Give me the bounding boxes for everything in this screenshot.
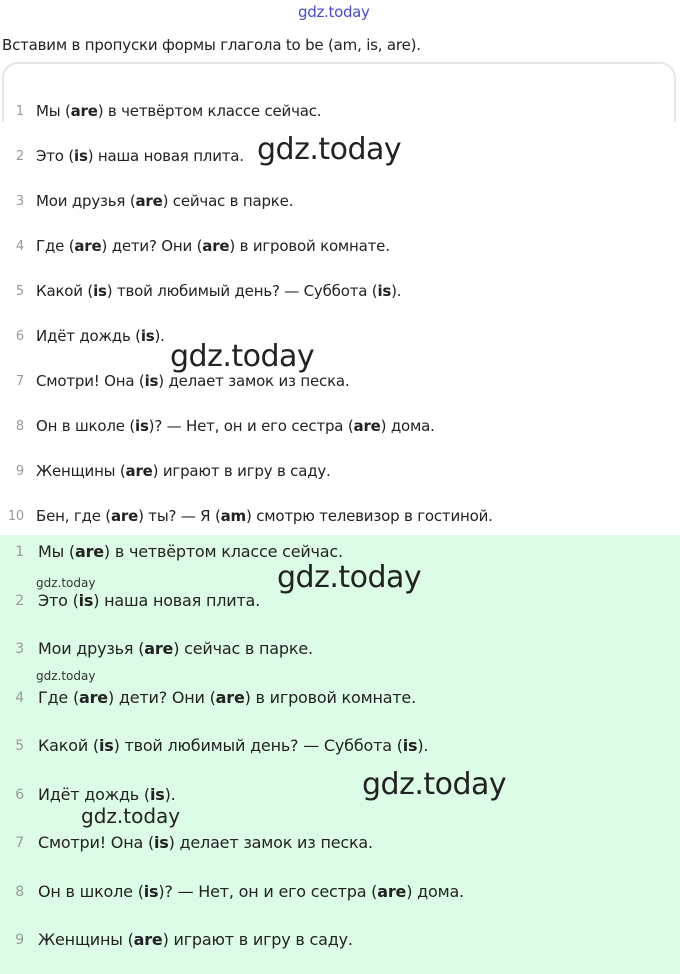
list-item xyxy=(0,882,680,908)
sentence-fragment: ) дома. xyxy=(380,417,435,435)
verb-answer: are xyxy=(133,930,163,949)
list-item xyxy=(0,417,680,443)
sentence-fragment: ) дети? Они ( xyxy=(101,237,203,255)
sentence-fragment: ) наша новая плита. xyxy=(93,590,261,610)
sentence-fragment: ) смотрю телевизор в гостиной. xyxy=(245,507,493,525)
sentence-fragment: ) в игровой комнате. xyxy=(229,237,390,255)
sentence-fragment: Это ( xyxy=(38,590,79,610)
sentence-fragment: ) ты? — Я ( xyxy=(138,507,221,525)
sentence-fragment: ) сейчас в парке. xyxy=(162,192,294,210)
list-item xyxy=(0,736,680,762)
sentence-text xyxy=(38,542,343,561)
list-item xyxy=(0,102,680,128)
verb-answer: is xyxy=(78,590,94,610)
sentence-text xyxy=(38,736,428,755)
sentence-fragment: ) сейчас в парке. xyxy=(173,639,313,658)
item-number: 5 xyxy=(15,738,24,754)
verb-answer: are xyxy=(70,102,98,120)
verb-answer: are xyxy=(125,462,153,480)
item-number: 9 xyxy=(15,464,24,479)
sentence-fragment: Где ( xyxy=(36,237,75,255)
verb-answer: are xyxy=(74,542,104,561)
sentence-text xyxy=(36,237,390,255)
sentence-text xyxy=(36,102,321,120)
sentence-text xyxy=(36,192,293,210)
list-item xyxy=(0,639,680,665)
item-number: 9 xyxy=(15,932,24,948)
sentence-fragment: Он в школе ( xyxy=(38,881,144,901)
item-number: 7 xyxy=(15,835,24,851)
item-number: 3 xyxy=(15,641,24,657)
sentence-fragment: Женщины ( xyxy=(36,462,126,480)
item-number: 8 xyxy=(15,883,24,900)
verb-answer: is xyxy=(135,417,149,435)
item-number: 6 xyxy=(15,329,24,344)
list-item xyxy=(0,327,680,353)
verb-answer: is xyxy=(377,282,392,300)
sentence-fragment: Женщины ( xyxy=(38,930,134,949)
verb-answer: is xyxy=(93,282,107,300)
item-number: 10 xyxy=(7,509,24,524)
sentence-fragment: Он в школе ( xyxy=(36,417,135,435)
sentence-fragment: Это ( xyxy=(36,147,75,165)
item-number: 2 xyxy=(15,149,24,164)
list-item xyxy=(0,507,680,533)
list-item xyxy=(0,192,680,218)
item-number: 4 xyxy=(15,689,24,706)
sentence-fragment: Идёт дождь ( xyxy=(36,327,141,345)
verb-answer: is xyxy=(98,736,114,755)
sentence-fragment: Бен, где ( xyxy=(36,507,111,525)
verb-answer: is xyxy=(143,881,159,901)
sentence-text xyxy=(36,282,401,300)
verb-answer: are xyxy=(215,687,245,707)
item-number: 1 xyxy=(15,104,24,119)
verb-answer: are xyxy=(353,417,381,435)
verb-answer: are xyxy=(377,881,407,901)
list-item xyxy=(0,372,680,398)
sentence-fragment: Мои друзья ( xyxy=(36,192,136,210)
sentence-text xyxy=(36,462,331,480)
sentence-text xyxy=(36,327,165,345)
sentence-fragment: ) делает замок из песка. xyxy=(158,372,350,390)
sentence-text xyxy=(36,507,493,525)
sentence-fragment: ). xyxy=(417,736,429,755)
watermark-overlay: gdz.today xyxy=(257,132,402,167)
verb-answer: is xyxy=(140,327,155,345)
verb-answer: are xyxy=(79,687,108,707)
sentence-fragment: Где ( xyxy=(38,687,79,707)
sentence-text xyxy=(36,147,244,165)
watermark-overlay: gdz.today xyxy=(36,669,96,683)
sentence-fragment: ) твой любимый день? — Суббота ( xyxy=(106,282,378,300)
sentence-text xyxy=(36,417,435,435)
watermark-overlay: gdz.today xyxy=(36,576,96,590)
item-number: 5 xyxy=(15,284,24,299)
item-number: 7 xyxy=(15,374,24,389)
watermark-overlay: gdz.today xyxy=(81,804,181,828)
verb-answer: is xyxy=(149,784,165,804)
sentence-fragment: Смотри! Она ( xyxy=(36,372,145,390)
sentence-fragment: ) в игровой комнате. xyxy=(244,687,416,707)
watermark-overlay: gdz.today xyxy=(170,339,315,374)
list-item xyxy=(0,930,680,956)
sentence-text xyxy=(38,882,464,901)
sentence-fragment: Мои друзья ( xyxy=(38,639,145,658)
sentence-fragment: Мы ( xyxy=(38,542,75,561)
watermark-overlay: gdz.today xyxy=(362,767,507,802)
sentence-fragment: Какой ( xyxy=(36,282,94,300)
list-item xyxy=(0,688,680,714)
sentence-fragment: Идёт дождь ( xyxy=(38,784,150,804)
item-number: 2 xyxy=(15,592,24,609)
sentence-fragment: ) делает замок из песка. xyxy=(168,833,373,852)
verb-answer: are xyxy=(135,192,163,210)
sentence-text xyxy=(38,688,416,707)
sentence-fragment: ) дети? Они ( xyxy=(107,687,216,707)
sentence-text xyxy=(36,372,349,390)
sentence-fragment: ). xyxy=(391,282,402,300)
verb-answer: are xyxy=(74,237,102,255)
item-number: 1 xyxy=(15,544,24,560)
sentence-fragment: ) наша новая плита. xyxy=(87,147,244,165)
sentence-fragment: Какой ( xyxy=(38,736,99,755)
verb-answer: am xyxy=(220,507,246,525)
verb-answer: are xyxy=(202,237,230,255)
sentence-fragment: )? — Нет, он и его сестра ( xyxy=(158,881,378,901)
list-item xyxy=(0,833,680,859)
sentence-fragment: ) твой любимый день? — Суббота ( xyxy=(113,736,403,755)
verb-answer: is xyxy=(74,147,88,165)
item-number: 8 xyxy=(15,419,24,434)
sentence-fragment: ). xyxy=(154,327,165,345)
sentence-fragment: ) дома. xyxy=(406,881,464,901)
verb-answer: are xyxy=(144,639,174,658)
sentence-text xyxy=(38,930,353,949)
list-item xyxy=(0,462,680,488)
sentence-fragment: ) играют в игру в саду. xyxy=(162,930,353,949)
sentence-text xyxy=(38,591,260,610)
sentence-fragment: ) играют в игру в саду. xyxy=(152,462,331,480)
item-number: 3 xyxy=(15,194,24,209)
sentence-fragment: Смотри! Она ( xyxy=(38,833,154,852)
sentence-fragment: ). xyxy=(164,784,176,804)
item-number: 4 xyxy=(15,239,24,254)
sentence-fragment: ) в четвёртом классе сейчас. xyxy=(103,542,343,561)
list-item xyxy=(0,237,680,263)
sentence-fragment: )? — Нет, он и его сестра ( xyxy=(148,417,354,435)
exercise-instruction: Вставим в пропуски формы глагола to be (am, is, are). xyxy=(2,36,421,54)
sentence-text xyxy=(38,833,373,852)
verb-answer: are xyxy=(110,507,139,525)
watermark-top: gdz.today xyxy=(298,3,370,21)
list-item xyxy=(0,282,680,308)
sentence-fragment: ) в четвёртом классе сейчас. xyxy=(97,102,322,120)
verb-answer: is xyxy=(154,833,169,852)
item-number: 6 xyxy=(15,786,24,803)
sentence-text xyxy=(38,639,313,658)
watermark-overlay: gdz.today xyxy=(277,560,422,595)
verb-answer: is xyxy=(144,372,159,390)
sentence-text xyxy=(38,785,176,804)
sentence-fragment: Мы ( xyxy=(36,102,71,120)
verb-answer: is xyxy=(402,736,418,755)
